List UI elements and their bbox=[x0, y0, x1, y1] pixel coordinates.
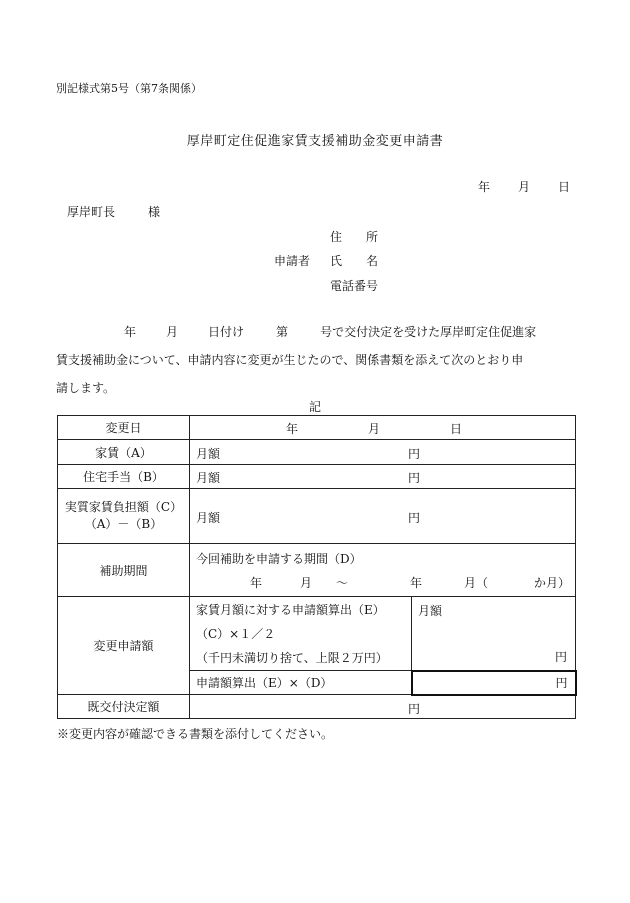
period-end-year: 年 bbox=[410, 576, 423, 590]
date-month: 月 bbox=[518, 180, 531, 194]
body-paragraph bbox=[56, 318, 576, 402]
calc-text-2: （C）×１／２ bbox=[196, 627, 276, 641]
period-tilde: ～ bbox=[336, 576, 349, 590]
body-line-1 bbox=[56, 318, 576, 346]
body-text-1: 号で交付決定を受けた厚岸町定住促進家 bbox=[320, 325, 537, 339]
change-date-month: 月 bbox=[368, 422, 381, 436]
application-table bbox=[57, 415, 577, 719]
period-label: 補助期間 bbox=[58, 544, 190, 597]
date-year: 年 bbox=[478, 180, 491, 194]
actual-rent-yen: 円 bbox=[408, 511, 421, 525]
period-text: 今回補助を申請する期間（D） bbox=[196, 552, 362, 566]
calc-text-1: 家賃月額に対する申請額算出（E） bbox=[196, 603, 385, 617]
addressee-honorific: 様 bbox=[148, 205, 161, 219]
date-day: 日 bbox=[558, 180, 571, 194]
total-calc-label: 申請額算出（E）×（D） bbox=[190, 671, 412, 695]
row-rent bbox=[58, 440, 576, 465]
body-line-2: 賃支援補助金について、申請内容に変更が生じたので、関係書類を添えて次のとおり申 bbox=[56, 353, 524, 367]
housing-allowance-monthly: 月額 bbox=[196, 471, 221, 485]
total-calc-yen: 円 bbox=[555, 676, 568, 690]
addressee-name: 厚岸町長 bbox=[67, 205, 116, 219]
name-label: 氏 名 bbox=[330, 254, 379, 268]
calc-value[interactable] bbox=[412, 597, 576, 671]
total-calc-value[interactable] bbox=[412, 671, 576, 695]
row-actual-rent bbox=[58, 489, 576, 544]
period-value[interactable] bbox=[190, 544, 576, 597]
change-date-year: 年 bbox=[286, 422, 299, 436]
actual-rent-label-2: （A）－（B） bbox=[84, 517, 163, 531]
body-month: 月 bbox=[166, 325, 179, 339]
calc-text-3: （千円未満切り捨て、上限２万円） bbox=[196, 651, 388, 665]
address-label: 住 所 bbox=[330, 230, 379, 244]
row-period bbox=[58, 544, 576, 597]
ki-heading: 記 bbox=[308, 400, 321, 414]
housing-allowance-yen: 円 bbox=[408, 471, 421, 485]
rent-monthly: 月額 bbox=[196, 447, 221, 461]
phone-label: 電話番号 bbox=[330, 279, 379, 293]
change-amount-label: 変更申請額 bbox=[58, 597, 190, 695]
applicant-role: 申請者 bbox=[274, 254, 311, 268]
row-change-date bbox=[58, 416, 576, 440]
row-change-amount-calc bbox=[58, 597, 576, 671]
existing-label: 既交付決定額 bbox=[58, 695, 190, 719]
calc-monthly: 月額 bbox=[418, 604, 443, 618]
actual-rent-value[interactable] bbox=[190, 489, 576, 544]
body-dai: 第 bbox=[276, 325, 289, 339]
change-date-value[interactable] bbox=[190, 416, 576, 440]
period-months: か月） bbox=[534, 576, 571, 590]
actual-rent-label-1: 実質家賃負担額（C） bbox=[64, 500, 183, 514]
change-date-day: 日 bbox=[450, 422, 463, 436]
existing-value[interactable] bbox=[190, 695, 576, 719]
form-number: 別記様式第5号（第7条関係） bbox=[56, 82, 202, 95]
body-line-3: 請します。 bbox=[56, 381, 116, 395]
body-year: 年 bbox=[124, 325, 137, 339]
calc-description bbox=[190, 597, 412, 671]
row-existing-decision bbox=[58, 695, 576, 719]
period-end-month: 月（ bbox=[464, 576, 489, 590]
rent-value[interactable] bbox=[190, 440, 576, 465]
document-title: 厚岸町定住促進家賃支援補助金変更申請書 bbox=[186, 134, 444, 149]
actual-rent-label bbox=[58, 489, 190, 544]
housing-allowance-label: 住宅手当（B） bbox=[58, 465, 190, 489]
row-housing-allowance bbox=[58, 465, 576, 489]
period-start-year: 年 bbox=[250, 576, 263, 590]
actual-rent-monthly: 月額 bbox=[196, 511, 221, 525]
existing-yen: 円 bbox=[408, 701, 421, 716]
period-start-month: 月 bbox=[300, 576, 313, 590]
body-day-dated: 日付け bbox=[208, 325, 245, 339]
calc-yen: 円 bbox=[554, 649, 567, 664]
change-date-label: 変更日 bbox=[58, 416, 190, 440]
attachment-note: ※変更内容が確認できる書類を添付してください。 bbox=[57, 727, 334, 741]
rent-label: 家賃（A） bbox=[58, 440, 190, 465]
housing-allowance-value[interactable] bbox=[190, 465, 576, 489]
rent-yen: 円 bbox=[408, 447, 421, 461]
